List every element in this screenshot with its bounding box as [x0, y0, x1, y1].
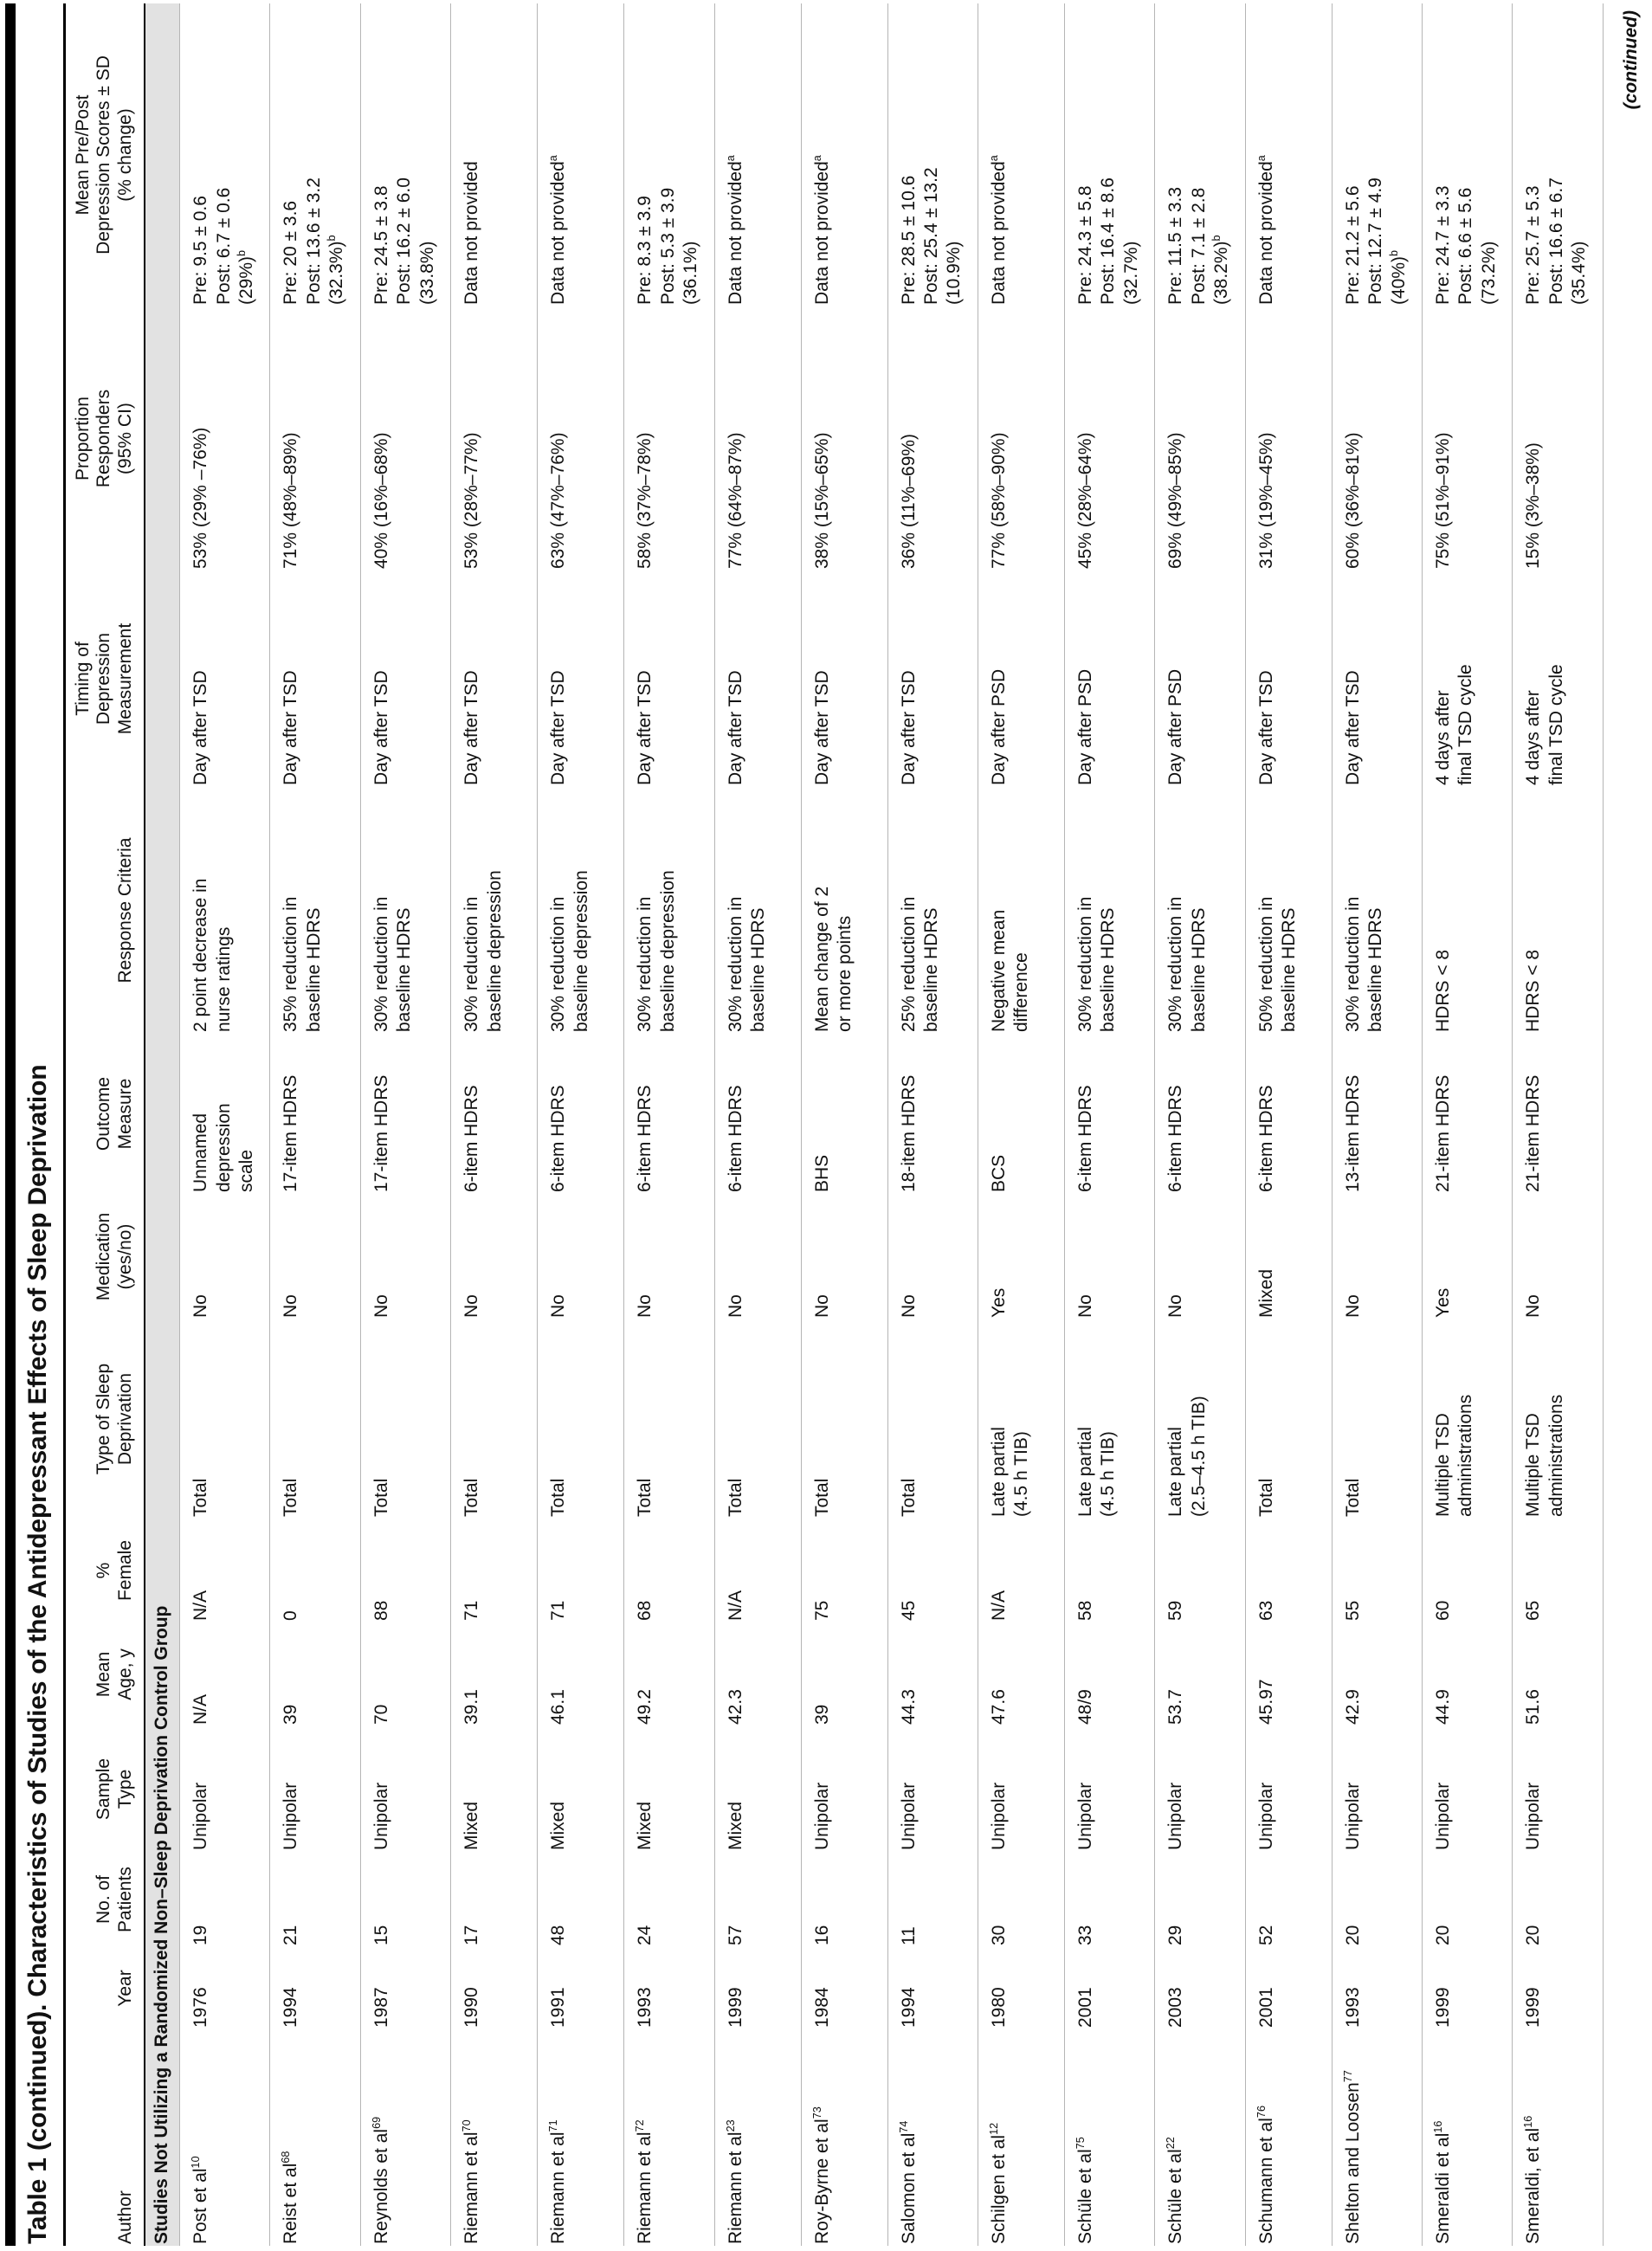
table-cell: 6-item HDRS: [1155, 1034, 1245, 1194]
table-cell: Mixed: [714, 1726, 801, 1852]
table-cell: No: [451, 1194, 538, 1319]
table-cell: 20: [1422, 1852, 1512, 1947]
table-cell: Pre: 8.3 ± 3.9 Post: 5.3 ± 3.9 (36.1%): [624, 3, 714, 306]
table-cell: Unipolar: [270, 1726, 360, 1852]
table-cell: 6-item HDRS: [538, 1034, 624, 1194]
table-cell: Smeraldi, et $al^{16}$: [1513, 2029, 1603, 2246]
table-cell: Total: [624, 1319, 714, 1519]
table-cell: 38% (15%–65%): [801, 306, 887, 571]
table-cell: Total: [714, 1319, 801, 1519]
table-cell: 16: [801, 1852, 887, 1947]
table-cell: 39: [270, 1622, 360, 1726]
section-body: [145, 3, 180, 2246]
table-cell: 42.3: [714, 1622, 801, 1726]
table-cell: Pre: 24.3 ± 5.8 Post: 16.4 ± 8.6 (32.7%): [1064, 3, 1154, 306]
table-row: [1332, 3, 1422, 2246]
table-cell: No: [624, 1194, 714, 1319]
section-row: [145, 3, 180, 2246]
table-cell: Unipolar: [1064, 1726, 1154, 1852]
table-cell: Schüle et $al^{22}$: [1155, 2029, 1245, 2246]
table-cell: 6-item HDRS: [451, 1034, 538, 1194]
table-cell: 17-item HDRS: [360, 1034, 450, 1194]
column-header: No. of Patients: [66, 1852, 145, 1947]
continued-note: (continued): [1621, 10, 1641, 110]
table-cell: No: [180, 1194, 270, 1319]
table-cell: 1991: [538, 1947, 624, 2029]
table-row: [270, 3, 360, 2246]
table-cell: 71: [538, 1519, 624, 1622]
table-cell: Data not provided$^a$: [978, 3, 1064, 306]
table-cell: Day after PSD: [1064, 571, 1154, 787]
table-cell: 11: [887, 1852, 978, 1947]
table-cell: N/A: [714, 1519, 801, 1622]
table-cell: BCS: [978, 1034, 1064, 1194]
table-cell: 21-item HDRS: [1422, 1034, 1512, 1194]
table-cell: Reist et $al^{68}$: [270, 2029, 360, 2246]
table-cell: Riemann et $al^{23}$: [714, 2029, 801, 2246]
table-cell: 39.1: [451, 1622, 538, 1726]
column-header: Proportion Responders (95% CI): [66, 306, 145, 571]
table-cell: Roy-Byrne et $al^{73}$: [801, 2029, 887, 2246]
table-cell: Day after TSD: [270, 571, 360, 787]
table-cell: Unipolar: [1245, 1726, 1332, 1852]
table-cell: 30% reduction in baseline depression: [451, 787, 538, 1034]
table-cell: Data not provided$^a$: [1245, 3, 1332, 306]
table-cell: 30% reduction in baseline HDRS: [360, 787, 450, 1034]
table-cell: 30% reduction in baseline depression: [538, 787, 624, 1034]
table-cell: 1987: [360, 1947, 450, 2029]
table-cell: 30% reduction in baseline HDRS: [1064, 787, 1154, 1034]
table-cell: Salomon et $al^{74}$: [887, 2029, 978, 2246]
table-cell: Day after TSD: [714, 571, 801, 787]
table-cell: Day after TSD: [1332, 571, 1422, 787]
table-cell: 0: [270, 1519, 360, 1622]
table-cell: 60% (36%–81%): [1332, 306, 1422, 571]
table-cell: 1993: [624, 1947, 714, 2029]
column-header: Author: [66, 2029, 145, 2246]
table-cell: 13-item HDRS: [1332, 1034, 1422, 1194]
table-cell: 1990: [451, 1947, 538, 2029]
table-row: [1245, 3, 1332, 2246]
table-cell: 46.1: [538, 1622, 624, 1726]
table-cell: Data not provided$^a$: [714, 3, 801, 306]
table-cell: 2 point decrease in nurse ratings: [180, 787, 270, 1034]
table-cell: Pre: 9.5 ± 0.6 Post: 6.7 ± 0.6 $(29\%)^b$: [180, 3, 270, 306]
table-cell: 75: [801, 1519, 887, 1622]
table-cell: Mean change of 2 or more points: [801, 787, 887, 1034]
table-cell: Unipolar: [801, 1726, 887, 1852]
table-cell: 31% (19%–45%): [1245, 306, 1332, 571]
table-title: Table 1 (continued). Characteristics of Studies of the Antidepressant Effects of Sleep Deprivation: [5, 3, 66, 2246]
rows-body: [180, 3, 1604, 2246]
table-cell: No: [1155, 1194, 1245, 1319]
table-cell: 21-item HDRS: [1513, 1034, 1603, 1194]
column-header: % Female: [66, 1519, 145, 1622]
table-cell: 70: [360, 1622, 450, 1726]
table-cell: No: [714, 1194, 801, 1319]
table-cell: No: [1332, 1194, 1422, 1319]
table-cell: 1984: [801, 1947, 887, 2029]
table-cell: 39: [801, 1622, 887, 1726]
table-cell: 2001: [1064, 1947, 1154, 2029]
table-cell: Total: [270, 1319, 360, 1519]
table-row: [451, 3, 538, 2246]
table-cell: Schüle et $al^{75}$: [1064, 2029, 1154, 2246]
table-cell: Riemann et $al^{72}$: [624, 2029, 714, 2246]
table-cell: Post et $al^{10}$: [180, 2029, 270, 2246]
table-cell: 15% (3%–38%): [1513, 306, 1603, 571]
table-cell: 1980: [978, 1947, 1064, 2029]
table-cell: Pre: 25.7 ± 5.3 Post: 16.6 ± 6.7 (35.4%): [1513, 3, 1603, 306]
table-cell: 1993: [1332, 1947, 1422, 2029]
table-cell: Multiple TSD administrations: [1422, 1319, 1512, 1519]
table-cell: Data not provided: [451, 3, 538, 306]
table-cell: Shelton and Loosen$^{77}$: [1332, 2029, 1422, 2246]
table-cell: 69% (49%–85%): [1155, 306, 1245, 571]
table-cell: 24: [624, 1852, 714, 1947]
table-cell: No: [538, 1194, 624, 1319]
table-cell: 6-item HDRS: [624, 1034, 714, 1194]
table-cell: N/A: [180, 1519, 270, 1622]
table-cell: No: [1064, 1194, 1154, 1319]
table-cell: 77% (58%–90%): [978, 306, 1064, 571]
table-row: [801, 3, 887, 2246]
table-cell: Pre: 24.7 ± 3.3 Post: 6.6 ± 5.6 (73.2%): [1422, 3, 1512, 306]
table-cell: Total: [451, 1319, 538, 1519]
table-row: [624, 3, 714, 2246]
table-cell: 1994: [270, 1947, 360, 2029]
table-cell: 29: [1155, 1852, 1245, 1947]
table-cell: Pre: 24.5 ± 3.8 Post: 16.2 ± 6.0 (33.8%): [360, 3, 450, 306]
table-cell: Day after TSD: [624, 571, 714, 787]
table-cell: Unipolar: [1513, 1726, 1603, 1852]
table-cell: 42.9: [1332, 1622, 1422, 1726]
table-cell: 52: [1245, 1852, 1332, 1947]
table-cell: 4 days after final TSD cycle: [1422, 571, 1512, 787]
table-cell: Late partial (4.5 h TIB): [1064, 1319, 1154, 1519]
table-cell: 4 days after final TSD cycle: [1513, 571, 1603, 787]
table-cell: Mixed: [451, 1726, 538, 1852]
table-cell: 68: [624, 1519, 714, 1622]
table-row: [978, 3, 1064, 2246]
column-header: Year: [66, 1947, 145, 2029]
table-cell: 36% (11%–69%): [887, 306, 978, 571]
header-row: [66, 3, 145, 2246]
table-cell: 58% (37%–78%): [624, 306, 714, 571]
table-cell: 53% (28%–77%): [451, 306, 538, 571]
table-row: [1155, 3, 1245, 2246]
column-header: Mean Pre/Post Depression Scores ± SD (% change): [66, 3, 145, 306]
table-cell: 2003: [1155, 1947, 1245, 2029]
table-cell: Unipolar: [887, 1726, 978, 1852]
table-cell: Day after TSD: [451, 571, 538, 787]
table-cell: Pre: 11.5 ± 3.3 Post: 7.1 ± 2.8 $(38.2\%)^b$: [1155, 3, 1245, 306]
table-row: [180, 3, 270, 2246]
table-cell: 44.9: [1422, 1622, 1512, 1726]
table-cell: Unipolar: [1155, 1726, 1245, 1852]
table-cell: Total: [360, 1319, 450, 1519]
table-cell: Total: [1245, 1319, 1332, 1519]
table-cell: Day after PSD: [1155, 571, 1245, 787]
table-row: [1513, 3, 1603, 2246]
table-cell: 48/9: [1064, 1622, 1154, 1726]
table-cell: 88: [360, 1519, 450, 1622]
table-cell: 63: [1245, 1519, 1332, 1622]
table-cell: N/A: [978, 1519, 1064, 1622]
table-cell: Late partial (2.5–4.5 h TIB): [1155, 1319, 1245, 1519]
table-cell: Riemann et $al^{70}$: [451, 2029, 538, 2246]
table-cell: Day after TSD: [1245, 571, 1332, 787]
table-cell: 15: [360, 1852, 450, 1947]
table-cell: 45.97: [1245, 1622, 1332, 1726]
table-cell: Unipolar: [180, 1726, 270, 1852]
table-row: [887, 3, 978, 2246]
table-cell: 17-item HDRS: [270, 1034, 360, 1194]
table-header: [66, 3, 145, 2246]
table-cell: 60: [1422, 1519, 1512, 1622]
table-cell: Late partial (4.5 h TIB): [978, 1319, 1064, 1519]
table-cell: Yes: [1422, 1194, 1512, 1319]
table-cell: 48: [538, 1852, 624, 1947]
column-header: Outcome Measure: [66, 1034, 145, 1194]
table-cell: 25% reduction in baseline HDRS: [887, 787, 978, 1034]
table-cell: No: [360, 1194, 450, 1319]
table-row: [714, 3, 801, 2246]
table-cell: Unnamed depression scale: [180, 1034, 270, 1194]
table-cell: 30% reduction in baseline HDRS: [714, 787, 801, 1034]
table-row: [538, 3, 624, 2246]
table-cell: 47.6: [978, 1622, 1064, 1726]
column-header: Mean Age, y: [66, 1622, 145, 1726]
table-cell: 33: [1064, 1852, 1154, 1947]
table-cell: Pre: 20 ± 3.6 Post: 13.6 ± 3.2 $(32.3\%)^b$: [270, 3, 360, 306]
table-cell: 30% reduction in baseline HDRS: [1155, 787, 1245, 1034]
table-cell: 30% reduction in baseline depression: [624, 787, 714, 1034]
table-cell: Riemann et $al^{71}$: [538, 2029, 624, 2246]
table-cell: 1999: [1513, 1947, 1603, 2029]
table-cell: 44.3: [887, 1622, 978, 1726]
table-cell: HDRS < 8: [1513, 787, 1603, 1034]
table-cell: Day after TSD: [801, 571, 887, 787]
column-header: Type of Sleep Deprivation: [66, 1319, 145, 1519]
column-header: Sample Type: [66, 1726, 145, 1852]
column-header: Response Criteria: [66, 787, 145, 1034]
table-cell: Mixed: [538, 1726, 624, 1852]
table-cell: Day after TSD: [360, 571, 450, 787]
table-cell: 2001: [1245, 1947, 1332, 2029]
table-cell: 40% (16%–68%): [360, 306, 450, 571]
table-cell: Total: [180, 1319, 270, 1519]
table-cell: 53.7: [1155, 1622, 1245, 1726]
table-cell: 45% (28%–64%): [1064, 306, 1154, 571]
table-cell: No: [270, 1194, 360, 1319]
table-cell: 21: [270, 1852, 360, 1947]
table-cell: Day after TSD: [887, 571, 978, 787]
table-cell: Day after TSD: [180, 571, 270, 787]
table-cell: Yes: [978, 1194, 1064, 1319]
table-cell: 71% (48%–89%): [270, 306, 360, 571]
table-cell: Smeraldi et $al^{16}$: [1422, 2029, 1512, 2246]
table-cell: 1994: [887, 1947, 978, 2029]
table-cell: Reynolds et $al^{69}$: [360, 2029, 450, 2246]
table-cell: 19: [180, 1852, 270, 1947]
table-cell: 49.2: [624, 1622, 714, 1726]
table-cell: No: [887, 1194, 978, 1319]
table-cell: Mixed: [1245, 1194, 1332, 1319]
table-cell: Unipolar: [1332, 1726, 1422, 1852]
table-cell: 75% (51%–91%): [1422, 306, 1512, 571]
table-row: [360, 3, 450, 2246]
table-cell: Day after PSD: [978, 571, 1064, 787]
table-cell: Total: [538, 1319, 624, 1519]
table-cell: Unipolar: [1422, 1726, 1512, 1852]
table-cell: 1999: [1422, 1947, 1512, 2029]
table-cell: Total: [1332, 1319, 1422, 1519]
table-cell: 6-item HDRS: [1245, 1034, 1332, 1194]
table-cell: 1999: [714, 1947, 801, 2029]
table-cell: 53% (29% –76%): [180, 306, 270, 571]
table-cell: 51.6: [1513, 1622, 1603, 1726]
table-cell: Total: [887, 1319, 978, 1519]
table-cell: No: [1513, 1194, 1603, 1319]
table-cell: No: [801, 1194, 887, 1319]
table-cell: 6-item HDRS: [1064, 1034, 1154, 1194]
table-cell: 6-item HDRS: [714, 1034, 801, 1194]
table-cell: Negative mean difference: [978, 787, 1064, 1034]
table-cell: 18-item HDRS: [887, 1034, 978, 1194]
table-cell: 45: [887, 1519, 978, 1622]
study-characteristics-table: [66, 3, 1604, 2246]
table-cell: Total: [801, 1319, 887, 1519]
table-cell: 77% (64%–87%): [714, 306, 801, 571]
table-cell: Data not provided$^a$: [538, 3, 624, 306]
table-cell: N/A: [180, 1622, 270, 1726]
table-row: [1064, 3, 1154, 2246]
table-cell: 63% (47%–76%): [538, 306, 624, 571]
table-cell: 50% reduction in baseline HDRS: [1245, 787, 1332, 1034]
table-cell: Schilgen et $al^{12}$: [978, 2029, 1064, 2246]
table-cell: 17: [451, 1852, 538, 1947]
table-cell: Pre: 21.2 ± 5.6 Post: 12.7 ± 4.9 $(40\%)^b$: [1332, 3, 1422, 306]
table-cell: 30: [978, 1852, 1064, 1947]
table-cell: Pre: 28.5 ± 10.6 Post: 25.4 ± 13.2 (10.9%): [887, 3, 978, 306]
table-cell: HDRS < 8: [1422, 787, 1512, 1034]
table-cell: Multiple TSD administrations: [1513, 1319, 1603, 1519]
table-cell: 1976: [180, 1947, 270, 2029]
table-cell: Mixed: [624, 1726, 714, 1852]
table-cell: BHS: [801, 1034, 887, 1194]
table-cell: Day after TSD: [538, 571, 624, 787]
table-cell: Data not provided$^a$: [801, 3, 887, 306]
table-cell: 58: [1064, 1519, 1154, 1622]
table-cell: 35% reduction in baseline HDRS: [270, 787, 360, 1034]
table-cell: 57: [714, 1852, 801, 1947]
table-cell: Unipolar: [360, 1726, 450, 1852]
table-cell: 20: [1332, 1852, 1422, 1947]
table-cell: 20: [1513, 1852, 1603, 1947]
table-cell: 71: [451, 1519, 538, 1622]
table-cell: 65: [1513, 1519, 1603, 1622]
table-cell: 59: [1155, 1519, 1245, 1622]
table-row: [1422, 3, 1512, 2246]
table-cell: 55: [1332, 1519, 1422, 1622]
column-header: Medication (yes/no): [66, 1194, 145, 1319]
table-cell: Unipolar: [978, 1726, 1064, 1852]
section-header: Studies Not Utilizing a Randomized Non–Sleep Deprivation Control Group: [145, 3, 180, 2246]
table-cell: 30% reduction in baseline HDRS: [1332, 787, 1422, 1034]
column-header: Timing of Depression Measurement: [66, 571, 145, 787]
table-cell: Schumann et $al^{76}$: [1245, 2029, 1332, 2246]
